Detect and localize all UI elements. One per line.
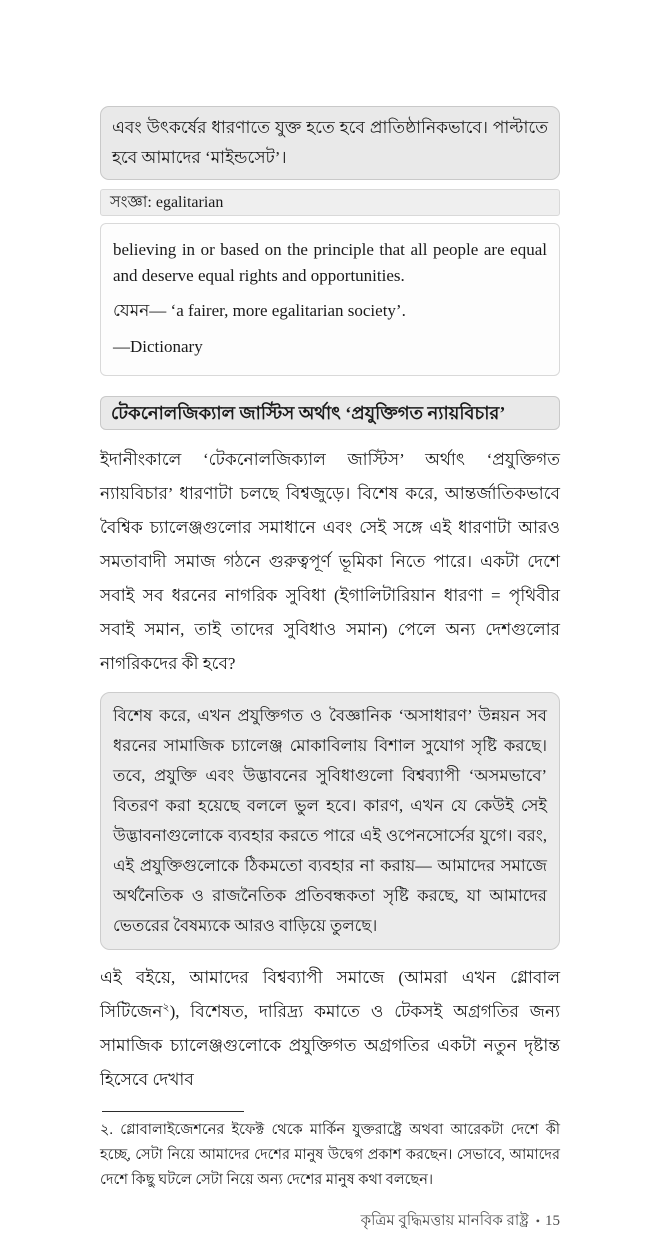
section-heading [100, 396, 560, 430]
highlight-box [100, 692, 560, 950]
footer-page-number: 15 [545, 1213, 560, 1230]
definition-text: believing in or based on the principle that all people are equal and deserve equal rights and opportunities. [113, 239, 547, 286]
paragraph-2-text: এই বইয়ে, আমাদের বিশ্বব্যাপী সমাজে (আমরা এখন গ্লোবাল সিটিজেন [100, 968, 560, 1022]
quote-box [100, 106, 560, 180]
definition-example: যেমন— ‘a fairer, more egalitarian society’. [113, 301, 406, 321]
section-heading-text: টেকনোলজিক্যাল জাস্টিস অর্থাৎ ‘প্রযুক্তিগত ন্যায়বিচার’ [111, 403, 506, 424]
footer-bullet-icon: • [535, 1214, 540, 1229]
definition-term-bar [100, 189, 560, 216]
body-paragraph-1: ইদানীংকালে ‘টেকনোলজিক্যাল জাস্টিস’ অর্থাৎ ‘প্রযুক্তিগত ন্যায়বিচার’ ধারণাটা চলছে বিশ্বজুড়ে। বিশেষ করে, আন্তর্জাতিকভাবে বৈশ্বিক চ্যালেঞ্জগুলোর সমাধানে এবং সেই সঙ্গে এই ধারণাটা আরও সমতাবাদী সমাজ গঠনে গুরুত্বপূর্ণ ভূমিকা নিতে পারে। একটা দেশে সবাই সব ধরনের নাগরিক সুবিধা (ইগালিটারিয়ান ধারণা = পৃথিবীর সবাই সমান, তাই তাদের সুবিধাও সমান) পেলে অন্য দেশগুলোর নাগরিকদের কী হবে? [100, 450, 560, 674]
body-paragraph-2 [100, 961, 560, 1097]
quote-box-text: এবং উৎকর্ষের ধারণাতে যুক্ত হতে হবে প্রাতিষ্ঠানিকভাবে। পাল্টাতে হবে আমাদের ‘মাইন্ডসেট’। [112, 118, 548, 167]
definition-term-text: সংজ্ঞা: egalitarian [110, 193, 224, 211]
dictionary-definition-box [100, 223, 560, 376]
highlight-box-text: বিশেষ করে, এখন প্রযুক্তিগত ও বৈজ্ঞানিক ‘অসাধারণ’ উন্নয়ন সব ধরনের সামাজিক চ্যালেঞ্জ মোকাবিলায় বিশাল সুযোগ সৃষ্টি করছে। তবে, প্রযুক্তি এবং উদ্ভাবনের সুবিধাগুলো বিশ্বব্যাপী ‘অসমভাবে’ বিতরণ করা হয়েছে বললে ভুল হবে। কারণ, এখন যে কেউই সেই উদ্ভাবনাগুলোকে ব্যবহার করতে পারে এই ওপেনসোর্সের যুগে। বরং, এই প্রযুক্তিগুলোকে ঠিকমতো ব্যবহার না করায়— আমাদের সমাজে অর্থনৈতিক ও রাজনৈতিক প্রতিবন্ধকতা সৃষ্টি করছে, যা আমাদের ভেতরের বৈষম্যকে আরও বাড়িয়ে তুলছে। [113, 706, 547, 936]
footnote-separator [102, 1111, 244, 1112]
footnote-reference-marker: ২ [162, 1001, 170, 1014]
paragraph-2-text-continued: ), বিশেষত, দারিদ্র্য কমাতে ও টেকসই অগ্রগতির জন্য সামাজিক চ্যালেঞ্জগুলোকে প্রযুক্তিগত অগ্রগতির একটা নতুন দৃষ্টান্ত হিসেবে দেখাব [100, 1002, 560, 1090]
definition-source: —Dictionary [113, 336, 203, 356]
page-footer [100, 1209, 560, 1234]
footnote-text: ২. গ্লোবালাইজেশনের ইফেক্ট থেকে মার্কিন যুক্তরাষ্ট্রে অথবা আরেকটা দেশে কী হচ্ছে, সেটা নিয়ে আমাদের দেশের মানুষ উদ্বেগ প্রকাশ করছেন। সেভাবে, আমাদের দেশে কিছু ঘটলে সেটা নিয়ে অন্য দেশের মানুষ কথা বলছেন। [100, 1122, 560, 1189]
footer-book-title: কৃত্রিম বুদ্ধিমত্তায় মানবিক রাষ্ট্র [360, 1213, 529, 1230]
book-page [100, 106, 560, 1234]
